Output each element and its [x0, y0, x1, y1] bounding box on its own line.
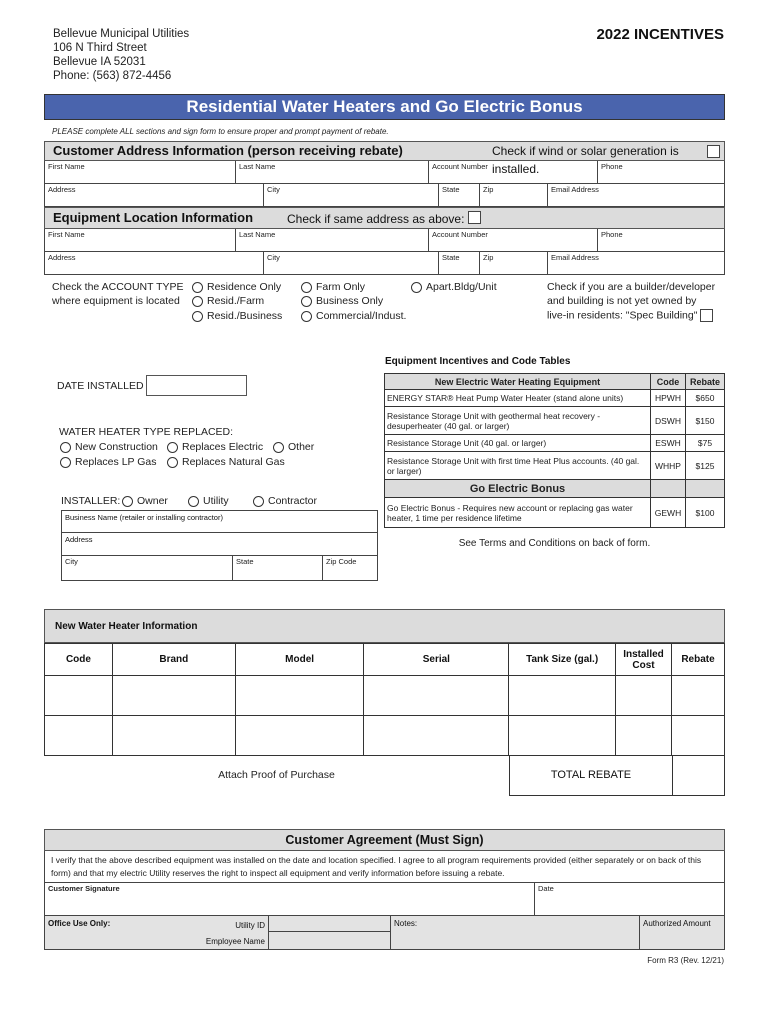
customer-account-number-field[interactable]: Account Number	[428, 161, 597, 183]
bonus-header: Go Electric Bonus	[385, 480, 651, 498]
form-title-banner: Residential Water Heaters and Go Electric Bonus	[44, 94, 725, 120]
cell-input[interactable]	[616, 676, 672, 716]
customer-signature-field[interactable]: Customer Signature	[48, 884, 120, 893]
year-title: 2022 INCENTIVES	[596, 26, 724, 43]
terms-note: See Terms and Conditions on back of form.	[458, 538, 651, 549]
incentive-row: Resistance Storage Unit with geothermal heat recovery - desuperheater (40 gal. or larger) DSWH $150	[385, 407, 725, 435]
wind-solar-label: Check if wind or solar generation is installed.	[492, 144, 679, 176]
org-address	[53, 27, 189, 83]
installer-state-field[interactable]: State	[232, 556, 322, 580]
radio-resid-business[interactable]: Resid./Business	[192, 310, 282, 322]
table-row	[45, 716, 725, 756]
date-installed-label: DATE INSTALLED	[57, 380, 144, 392]
customer-row-2	[44, 184, 725, 207]
col-code: Code	[45, 644, 113, 676]
incentives-table	[384, 373, 725, 528]
cell-input[interactable]	[45, 676, 113, 716]
col-tank-size: Tank Size (gal.)	[509, 644, 616, 676]
spec-building-line-2: and building is not yet owned by	[547, 295, 697, 307]
customer-section-title: Customer Address Information (person receiving rebate)	[53, 143, 403, 158]
cell-input[interactable]	[364, 676, 509, 716]
radio-apart-bldg-unit[interactable]: Apart.Bldg/Unit	[411, 281, 497, 293]
same-address-checkbox[interactable]	[468, 211, 481, 224]
customer-zip-field[interactable]: Zip	[479, 184, 547, 206]
wind-solar-checkbox[interactable]	[707, 145, 720, 158]
cell-input[interactable]	[112, 676, 235, 716]
customer-phone-field[interactable]: Phone	[597, 161, 726, 183]
cell-input[interactable]	[364, 716, 509, 756]
radio-circle-icon	[167, 442, 178, 453]
authorized-amount-field[interactable]: Authorized Amount	[639, 916, 724, 949]
col-rebate: Rebate	[672, 644, 725, 676]
spec-building-line-1: Check if you are a builder/developer	[547, 281, 716, 293]
radio-circle-icon	[192, 311, 203, 322]
same-address-label: Check if same address as above:	[287, 212, 465, 226]
incentives-title: Equipment Incentives and Code Tables	[385, 356, 571, 367]
col-model: Model	[235, 644, 364, 676]
radio-other[interactable]: Other	[273, 441, 314, 453]
radio-installer-contractor[interactable]: Contractor	[253, 495, 317, 507]
radio-circle-icon	[122, 496, 133, 507]
office-use-label: Office Use Only:	[48, 919, 111, 928]
col-serial: Serial	[364, 644, 509, 676]
cell-input[interactable]	[672, 716, 725, 756]
radio-circle-icon	[167, 457, 178, 468]
account-type-label-2: where equipment is located	[52, 295, 180, 307]
org-street: 106 N Third Street	[53, 42, 147, 54]
utility-id-input[interactable]	[268, 916, 390, 932]
location-first-name-field[interactable]: First Name	[48, 230, 85, 239]
customer-last-name-field[interactable]: Last Name	[235, 161, 428, 183]
form-id: Form R3 (Rev. 12/21)	[647, 956, 724, 965]
incentive-row: Resistance Storage Unit (40 gal. or larger) ESWH $75	[385, 435, 725, 452]
radio-commercial-indust[interactable]: Commercial/Indust.	[301, 310, 406, 322]
customer-address-field[interactable]: Address	[48, 185, 76, 194]
radio-circle-icon	[411, 282, 422, 293]
incentive-row: ENERGY STAR® Heat Pump Water Heater (stand alone units) HPWH $650	[385, 390, 725, 407]
location-section-title: Equipment Location Information	[53, 210, 254, 225]
radio-resid-farm[interactable]: Resid./Farm	[192, 295, 264, 307]
radio-business-only[interactable]: Business Only	[301, 295, 383, 307]
cell-input[interactable]	[235, 716, 364, 756]
incentives-header-code: Code	[651, 374, 686, 390]
installer-city-field[interactable]: City	[65, 557, 78, 566]
date-installed-input[interactable]	[146, 375, 247, 396]
signature-date-field[interactable]: Date	[534, 883, 724, 915]
location-state-field[interactable]: State	[438, 252, 479, 274]
radio-circle-icon	[60, 457, 71, 468]
agreement-title: Customer Agreement (Must Sign)	[44, 829, 725, 851]
account-type-label-1: Check the ACCOUNT TYPE	[52, 281, 184, 293]
radio-installer-utility[interactable]: Utility	[188, 495, 229, 507]
org-city: Bellevue IA 52031	[53, 56, 146, 68]
installer-zip-field[interactable]: Zip Code	[322, 556, 378, 580]
radio-circle-icon	[301, 296, 312, 307]
radio-replaces-lp-gas[interactable]: Replaces LP Gas	[60, 456, 157, 468]
heater-replaced-label: WATER HEATER TYPE REPLACED:	[59, 426, 234, 438]
total-rebate-label: TOTAL REBATE	[509, 756, 673, 796]
new-heater-title: New Water Heater Information	[44, 609, 725, 643]
incentive-row: Resistance Storage Unit with first time Heat Plus accounts. (40 gal. or larger) WHHP $125	[385, 452, 725, 480]
location-zip-field[interactable]: Zip	[479, 252, 547, 274]
location-phone-field[interactable]: Phone	[597, 229, 726, 251]
location-last-name-field[interactable]: Last Name	[235, 229, 428, 251]
office-use-row	[44, 916, 725, 950]
cell-input[interactable]	[509, 716, 616, 756]
radio-replaces-natural-gas[interactable]: Replaces Natural Gas	[167, 456, 285, 468]
spec-building-line-3: live-in residents: "Spec Building"	[547, 309, 713, 322]
radio-circle-icon	[301, 282, 312, 293]
radio-circle-icon	[192, 282, 203, 293]
customer-state-field[interactable]: State	[438, 184, 479, 206]
cell-input[interactable]	[509, 676, 616, 716]
bonus-row: Go Electric Bonus - Requires new account or replacing gas water heater, 1 time per residence lifetime GEWH $100	[385, 498, 725, 528]
spec-building-checkbox[interactable]	[700, 309, 713, 322]
org-phone: Phone: (563) 872-4456	[53, 70, 172, 82]
radio-circle-icon	[253, 496, 264, 507]
notes-field[interactable]: Notes:	[390, 916, 639, 949]
customer-first-name-field[interactable]: First Name	[48, 162, 85, 171]
location-email-field[interactable]: Email Address	[547, 252, 726, 274]
location-section-header	[44, 207, 725, 229]
new-heater-table	[44, 643, 725, 756]
col-installed-cost: Installed Cost	[616, 644, 672, 676]
installer-label: INSTALLER:	[61, 495, 121, 507]
installer-business-name-field[interactable]: Business Name (retailer or installing contractor)	[61, 510, 378, 533]
radio-circle-icon	[273, 442, 284, 453]
customer-city-field[interactable]: City	[263, 184, 438, 206]
radio-circle-icon	[192, 296, 203, 307]
employee-name-input[interactable]	[268, 932, 390, 949]
location-row-2	[44, 252, 725, 275]
agreement-section	[44, 829, 725, 950]
org-name: Bellevue Municipal Utilities	[53, 28, 190, 40]
employee-name-label: Employee Name	[205, 937, 265, 946]
utility-id-label: Utility ID	[235, 921, 265, 930]
radio-farm-only[interactable]: Farm Only	[301, 281, 365, 293]
radio-installer-owner[interactable]: Owner	[122, 495, 168, 507]
agreement-text: I verify that the above described equipment was installed on the date and location specified. I agree to all program requirements provided (either separately or on back of this form) and that my electric Utility reserves the right to inspect all equipment and verify information before issuing a rebate.	[44, 851, 725, 883]
radio-circle-icon	[188, 496, 199, 507]
radio-circle-icon	[60, 442, 71, 453]
installer-address-field[interactable]: Address	[61, 532, 378, 556]
col-brand: Brand	[112, 644, 235, 676]
location-account-number-field[interactable]: Account Number	[428, 229, 597, 251]
cell-input[interactable]	[616, 716, 672, 756]
location-city-field[interactable]: City	[263, 252, 438, 274]
cell-input[interactable]	[45, 716, 113, 756]
radio-circle-icon	[301, 311, 312, 322]
total-rebate-input[interactable]	[672, 756, 725, 796]
incentives-header-equipment: New Electric Water Heating Equipment	[385, 374, 651, 390]
customer-row-1	[44, 161, 725, 184]
radio-residence-only[interactable]: Residence Only	[192, 281, 281, 293]
proof-note: Attach Proof of Purchase	[218, 769, 335, 781]
cell-input[interactable]	[112, 716, 235, 756]
signature-row	[44, 883, 725, 916]
incentives-header-rebate: Rebate	[686, 374, 725, 390]
location-address-field[interactable]: Address	[48, 253, 76, 262]
radio-replaces-electric[interactable]: Replaces Electric	[167, 441, 263, 453]
customer-email-field[interactable]: Email Address	[547, 184, 726, 206]
instructions: PLEASE complete ALL sections and sign form to ensure proper and prompt payment of rebate.	[52, 127, 389, 136]
radio-new-construction[interactable]: New Construction	[60, 441, 158, 453]
cell-input[interactable]	[672, 676, 725, 716]
new-heater-section	[44, 609, 725, 781]
location-row-1	[44, 229, 725, 252]
installer-city-state-zip-row	[61, 555, 378, 581]
cell-input[interactable]	[235, 676, 364, 716]
table-row	[45, 676, 725, 716]
